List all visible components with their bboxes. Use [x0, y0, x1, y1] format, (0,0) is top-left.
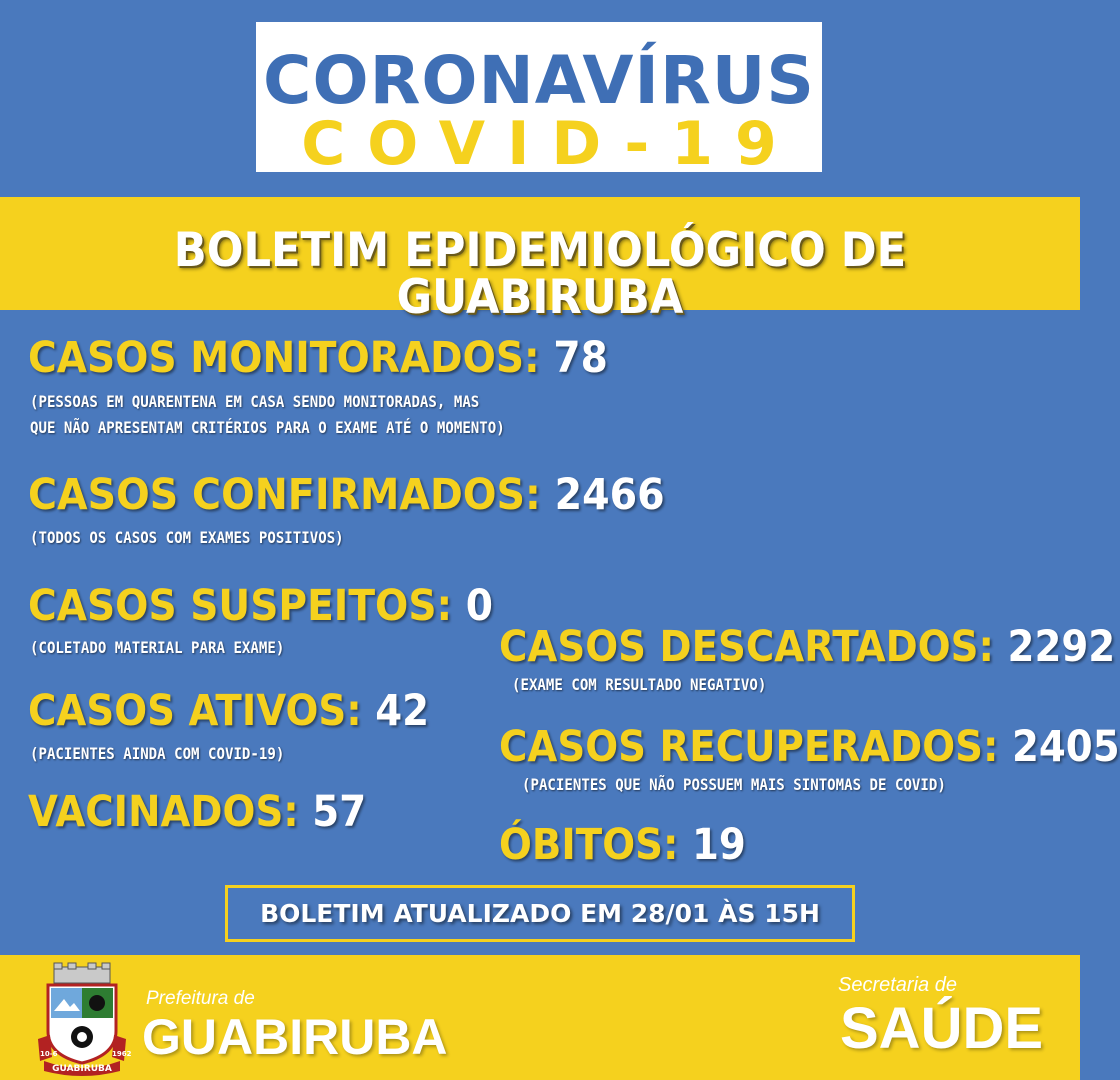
stat-obitos-label: ÓBITOS:: [499, 820, 679, 870]
stat-suspeitos-note: (COLETADO MATERIAL PARA EXAME): [30, 638, 285, 657]
crest-banner-text: GUABIRUBA: [52, 1064, 112, 1074]
stat-monitorados: [28, 333, 608, 383]
stat-vacinados-value: 57: [312, 787, 367, 837]
stat-monitorados-value: 78: [553, 333, 608, 383]
stat-suspeitos-value: 0: [465, 581, 494, 631]
stat-suspeitos-label: CASOS SUSPEITOS:: [28, 581, 453, 631]
updated-box: [225, 885, 855, 942]
title-covid19: COVID-19: [301, 109, 799, 179]
stat-recuperados-label: CASOS RECUPERADOS:: [499, 722, 999, 772]
bulletin-banner: [0, 197, 1080, 325]
stat-ativos-value: 42: [375, 686, 430, 736]
stat-monitorados-note: [30, 389, 505, 441]
stat-descartados-value: 2292: [1007, 622, 1116, 672]
title-box: [256, 22, 822, 179]
stat-ativos-note: (PACIENTES AINDA COM COVID-19): [30, 744, 285, 763]
stat-recuperados-note: (PACIENTES QUE NÃO POSSUEM MAIS SINTOMAS DE COVID): [522, 775, 946, 794]
stat-recuperados: [499, 722, 1120, 772]
prefeitura-small-text: Prefeitura de: [146, 988, 255, 1009]
stat-vacinados: [28, 787, 367, 837]
stat-confirmados-value: 2466: [554, 470, 665, 520]
updated-text: BOLETIM ATUALIZADO EM 28/01 ÀS 15H: [260, 899, 820, 928]
stat-confirmados: [28, 470, 665, 520]
stat-suspeitos: [28, 581, 494, 631]
prefeitura-big-text: GUABIRUBA: [142, 1009, 448, 1065]
stat-vacinados-label: VACINADOS:: [28, 787, 299, 837]
city-crest-icon: [34, 961, 130, 1075]
stat-recuperados-value: 2405: [1011, 722, 1120, 772]
stat-obitos: [499, 820, 746, 870]
secretaria-small-text: Secretaria de: [838, 974, 957, 996]
stat-ativos-label: CASOS ATIVOS:: [28, 686, 362, 736]
stat-ativos: [28, 686, 430, 736]
footer: [0, 955, 1080, 1080]
stat-confirmados-note: (TODOS OS CASOS COM EXAMES POSITIVOS): [30, 528, 344, 547]
bulletin-banner-text: BOLETIM EPIDEMIOLÓGICO DE GUABIRUBA: [173, 223, 907, 325]
secretaria-big-text: SAÚDE: [840, 996, 1044, 1061]
crest-date-right: 1962: [112, 1050, 132, 1058]
stat-monitorados-label: CASOS MONITORADOS:: [28, 333, 540, 383]
crest-date-left: 10-6: [40, 1050, 58, 1058]
stat-descartados: [499, 622, 1116, 672]
stat-obitos-value: 19: [691, 820, 746, 870]
stat-descartados-note: (EXAME COM RESULTADO NEGATIVO): [512, 675, 767, 694]
stat-confirmados-label: CASOS CONFIRMADOS:: [28, 470, 541, 520]
title-coronavirus: CORONAVÍRUS: [263, 42, 815, 119]
stat-descartados-label: CASOS DESCARTADOS:: [499, 622, 995, 672]
stat-monitorados-note-line2: QUE NÃO APRESENTAM CRITÉRIOS PARA O EXAME ATÉ O MOMENTO): [30, 418, 505, 437]
stat-monitorados-note-line1: (PESSOAS EM QUARENTENA EM CASA SENDO MONITORADAS, MAS: [30, 392, 480, 411]
